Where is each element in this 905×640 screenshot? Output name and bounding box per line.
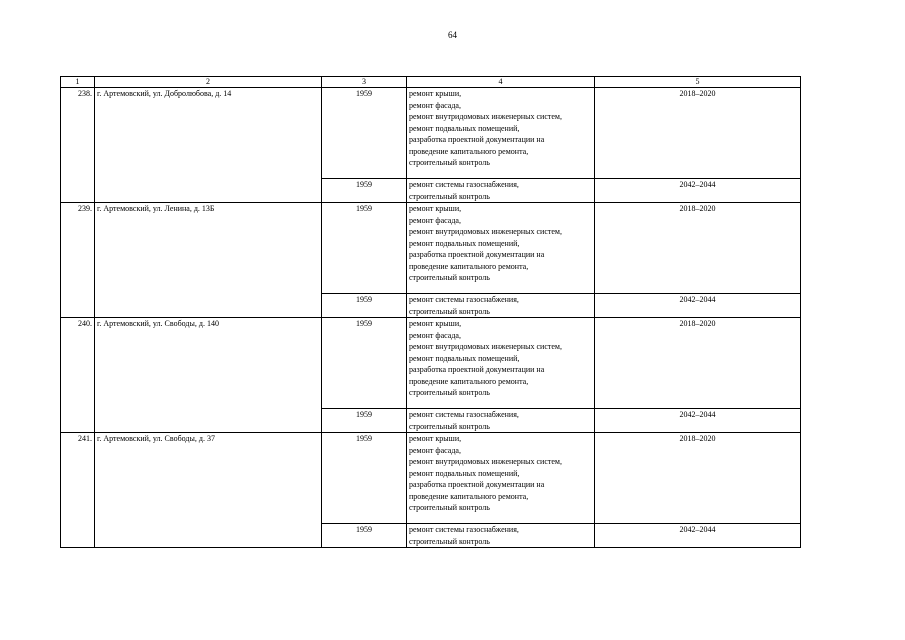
header-cell-number: 1 [61, 77, 95, 88]
work-item: строительный контроль [409, 388, 490, 397]
works-cell [407, 294, 595, 318]
work-item: разработка проектной документации на [409, 250, 545, 259]
work-item: ремонт подвальных помещений, [409, 123, 520, 133]
address-cell: г. Артемовский, ул. Добролюбова, д. 14 [95, 88, 322, 203]
work-item: ремонт внутридомовых инженерных систем, [409, 112, 562, 121]
header-cell-address: 2 [95, 77, 322, 88]
period-cell: 2042–2044 [595, 179, 801, 203]
work-item: разработка проектной документации на [409, 365, 545, 374]
period-cell: 2018–2020 [595, 203, 801, 294]
work-item: ремонт подвальных помещений, [409, 353, 520, 363]
work-item: ремонт крыши, [409, 319, 462, 328]
work-item: проведение капитального ремонта, [409, 146, 529, 156]
work-item: ремонт крыши, [409, 434, 462, 443]
work-item: строительный контроль [409, 273, 490, 282]
work-item: ремонт фасада, [409, 100, 461, 110]
year-cell: 1959 [322, 294, 407, 318]
work-item: проведение капитального ремонта, [409, 261, 529, 271]
year-cell: 1959 [322, 318, 407, 409]
work-item: ремонт внутридомовых инженерных систем, [409, 457, 562, 466]
period-cell: 2042–2044 [595, 409, 801, 433]
work-item: ремонт фасада, [409, 330, 461, 340]
work-item: ремонт внутридомовых инженерных систем, [409, 342, 562, 351]
work-item: строительный контроль [409, 536, 490, 546]
works-cell [407, 179, 595, 203]
work-item: проведение капитального ремонта, [409, 491, 529, 501]
row-number-cell: 239. [61, 203, 95, 318]
work-item: ремонт системы газоснабжения, [409, 410, 519, 419]
work-item: строительный контроль [409, 306, 490, 316]
work-item: ремонт системы газоснабжения, [409, 525, 519, 534]
year-cell: 1959 [322, 524, 407, 548]
work-item: проведение капитального ремонта, [409, 376, 529, 386]
year-cell: 1959 [322, 409, 407, 433]
work-item: строительный контроль [409, 421, 490, 431]
year-cell: 1959 [322, 203, 407, 294]
period-cell: 2042–2044 [595, 294, 801, 318]
address-cell: г. Артемовский, ул. Ленина, д. 13Б [95, 203, 322, 318]
work-item: строительный контроль [409, 503, 490, 512]
works-cell [407, 433, 595, 524]
work-item: ремонт подвальных помещений, [409, 468, 520, 478]
header-cell-year: 3 [322, 77, 407, 88]
table-header-row [61, 77, 801, 88]
work-item: ремонт внутридомовых инженерных систем, [409, 227, 562, 236]
work-item: ремонт подвальных помещений, [409, 238, 520, 248]
work-item: ремонт крыши, [409, 89, 462, 98]
works-cell [407, 318, 595, 409]
works-cell [407, 88, 595, 179]
address-cell: г. Артемовский, ул. Свободы, д. 37 [95, 433, 322, 548]
row-number-cell: 238. [61, 88, 95, 203]
year-cell: 1959 [322, 88, 407, 179]
work-item: строительный контроль [409, 191, 490, 201]
work-item: ремонт крыши, [409, 204, 462, 213]
table-row [61, 433, 801, 524]
address-cell: г. Артемовский, ул. Свободы, д. 140 [95, 318, 322, 433]
work-item: ремонт фасада, [409, 445, 461, 455]
works-cell [407, 409, 595, 433]
work-item: ремонт фасада, [409, 215, 461, 225]
header-cell-period: 5 [595, 77, 801, 88]
work-item: строительный контроль [409, 158, 490, 167]
work-item: ремонт системы газоснабжения, [409, 180, 519, 189]
work-item: разработка проектной документации на [409, 480, 545, 489]
year-cell: 1959 [322, 433, 407, 524]
row-number-cell: 241. [61, 433, 95, 548]
period-cell: 2018–2020 [595, 318, 801, 409]
table-row [61, 203, 801, 294]
row-number-cell: 240. [61, 318, 95, 433]
period-cell: 2042–2044 [595, 524, 801, 548]
works-cell [407, 203, 595, 294]
work-item: ремонт системы газоснабжения, [409, 295, 519, 304]
table-row [61, 88, 801, 179]
page-number: 64 [448, 30, 457, 40]
year-cell: 1959 [322, 179, 407, 203]
period-cell: 2018–2020 [595, 88, 801, 179]
repair-schedule-table [60, 76, 801, 548]
work-item: разработка проектной документации на [409, 135, 545, 144]
period-cell: 2018–2020 [595, 433, 801, 524]
works-cell [407, 524, 595, 548]
header-cell-works: 4 [407, 77, 595, 88]
table-row [61, 318, 801, 409]
